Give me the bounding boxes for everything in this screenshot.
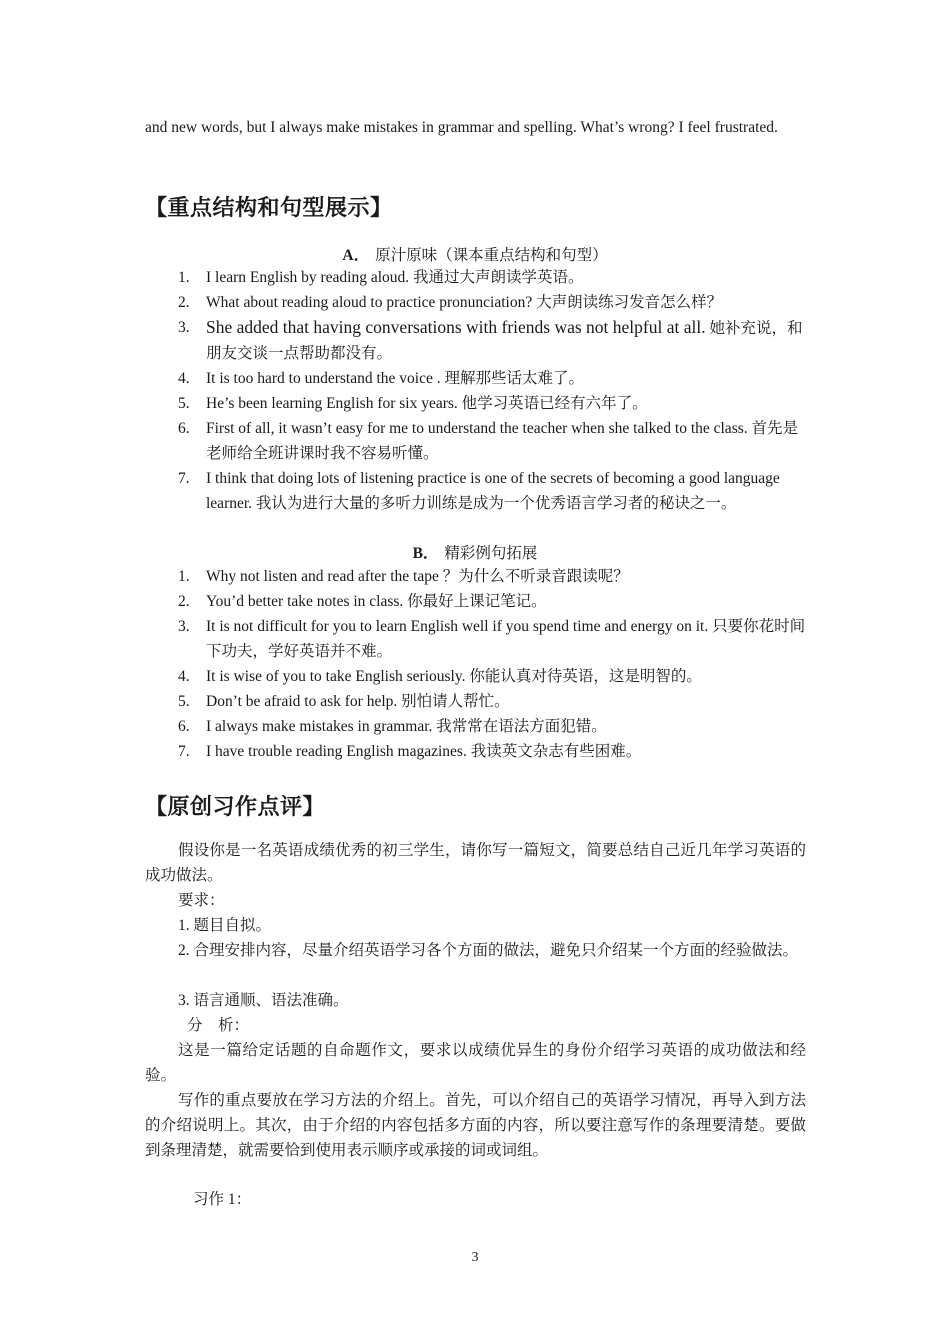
essay-label: 习作 1： (193, 1191, 252, 1208)
section-heading-writing-review: 【原创习作点评】 (145, 795, 326, 820)
list-item: 4. It is wise of you to take English seriously. 你能认真对待英语，这是明智的。 (178, 668, 702, 685)
writing-prompt: 假设你是一名英语成绩优秀的初三学生，请你写一篇短文，简要总结自己近几年学习英语的成功做法。 (145, 842, 806, 884)
list-item: 7. I have trouble reading English magazines. 我读英文杂志有些困难。 (178, 743, 642, 760)
requirement-3: 3. 语言通顺、语法准确。 (178, 992, 349, 1009)
list-item: 1. I learn English by reading aloud. 我通过大声朗读学英语。 (178, 269, 584, 286)
list-item: 5. Don’t be afraid to ask for help. 别怕请人帮忙。 (178, 693, 510, 710)
analysis-paragraph-1: 这是一篇给定话题的自命题作文，要求以成绩优异生的身份介绍学习英语的成功做法和经验。 (145, 1042, 806, 1084)
sentence-list-a (178, 265, 810, 516)
list-item: 2. What about reading aloud to practice pronunciation? 大声朗读练习发音怎么样？ (178, 294, 723, 311)
list-item: 2. You’d better take notes in class. 你最好上课记笔记。 (178, 593, 547, 610)
list-item: 5. He’s been learning English for six years. 他学习英语已经有六年了。 (178, 395, 648, 412)
list-item: 7. I think that doing lots of listening practice is one of the secrets of becoming a good language learner. 我认为进行大量的多听力训练是成为一个优秀语言学习者的秘诀之一。 (178, 470, 780, 512)
list-item: 6. I always make mistakes in grammar. 我常常在语法方面犯错。 (178, 718, 607, 735)
list-item: 3. It is not difficult for you to learn English well if you spend time and energy on it. 只要你花时间下功夫，学好英语并不难。 (178, 618, 806, 660)
continued-paragraph: and new words, but I always make mistakes in grammar and spelling. What’s wrong? I feel frustrated. (145, 119, 778, 136)
requirement-1: 1. 题目自拟。 (178, 917, 272, 934)
list-item: 6. First of all, it wasn’t easy for me to understand the teacher when she talked to the class. 首先是老师给全班讲课时我不容易听懂。 (178, 420, 799, 462)
list-item: 3. She added that having conversations with friends was not helpful at all. 她补充说，和朋友交谈一点帮助都没有。 (178, 317, 803, 362)
sentence-list-b (178, 564, 810, 764)
analysis-label: 分 析： (187, 1017, 250, 1034)
subheading-a-text: 原汁原味（课本重点结构和句型） (375, 247, 608, 264)
requirement-2: 2. 合理安排内容，尽量介绍英语学习各个方面的做法，避免只介绍某一个方面的经验做法。 (178, 942, 799, 959)
list-item: 1. Why not listen and read after the tape ？为什么不听录音跟读呢？ (178, 568, 629, 585)
requirements-label: 要求： (178, 892, 225, 909)
subheading-b (0, 541, 950, 563)
analysis-paragraph-2: 写作的重点要放在学习方法的介绍上。首先，可以介绍自己的英语学习情况，再导入到方法的介绍说明上。其次，由于介绍的内容包括多方面的内容，所以要注意写作的条理要清楚。要做到条理清楚，就需要恰到使用表示顺序或承接的词或词组。 (145, 1092, 806, 1159)
subheading-b-label: B． (412, 545, 439, 562)
subheading-a-label: A． (342, 247, 370, 264)
section-heading-key-structures: 【重点结构和句型展示】 (145, 196, 393, 221)
subheading-a (0, 243, 950, 265)
page-number: 3 (471, 1250, 479, 1265)
subheading-b-text: 精彩例句拓展 (444, 545, 538, 562)
list-item: 4. It is too hard to understand the voice . 理解那些话太难了。 (178, 370, 584, 387)
